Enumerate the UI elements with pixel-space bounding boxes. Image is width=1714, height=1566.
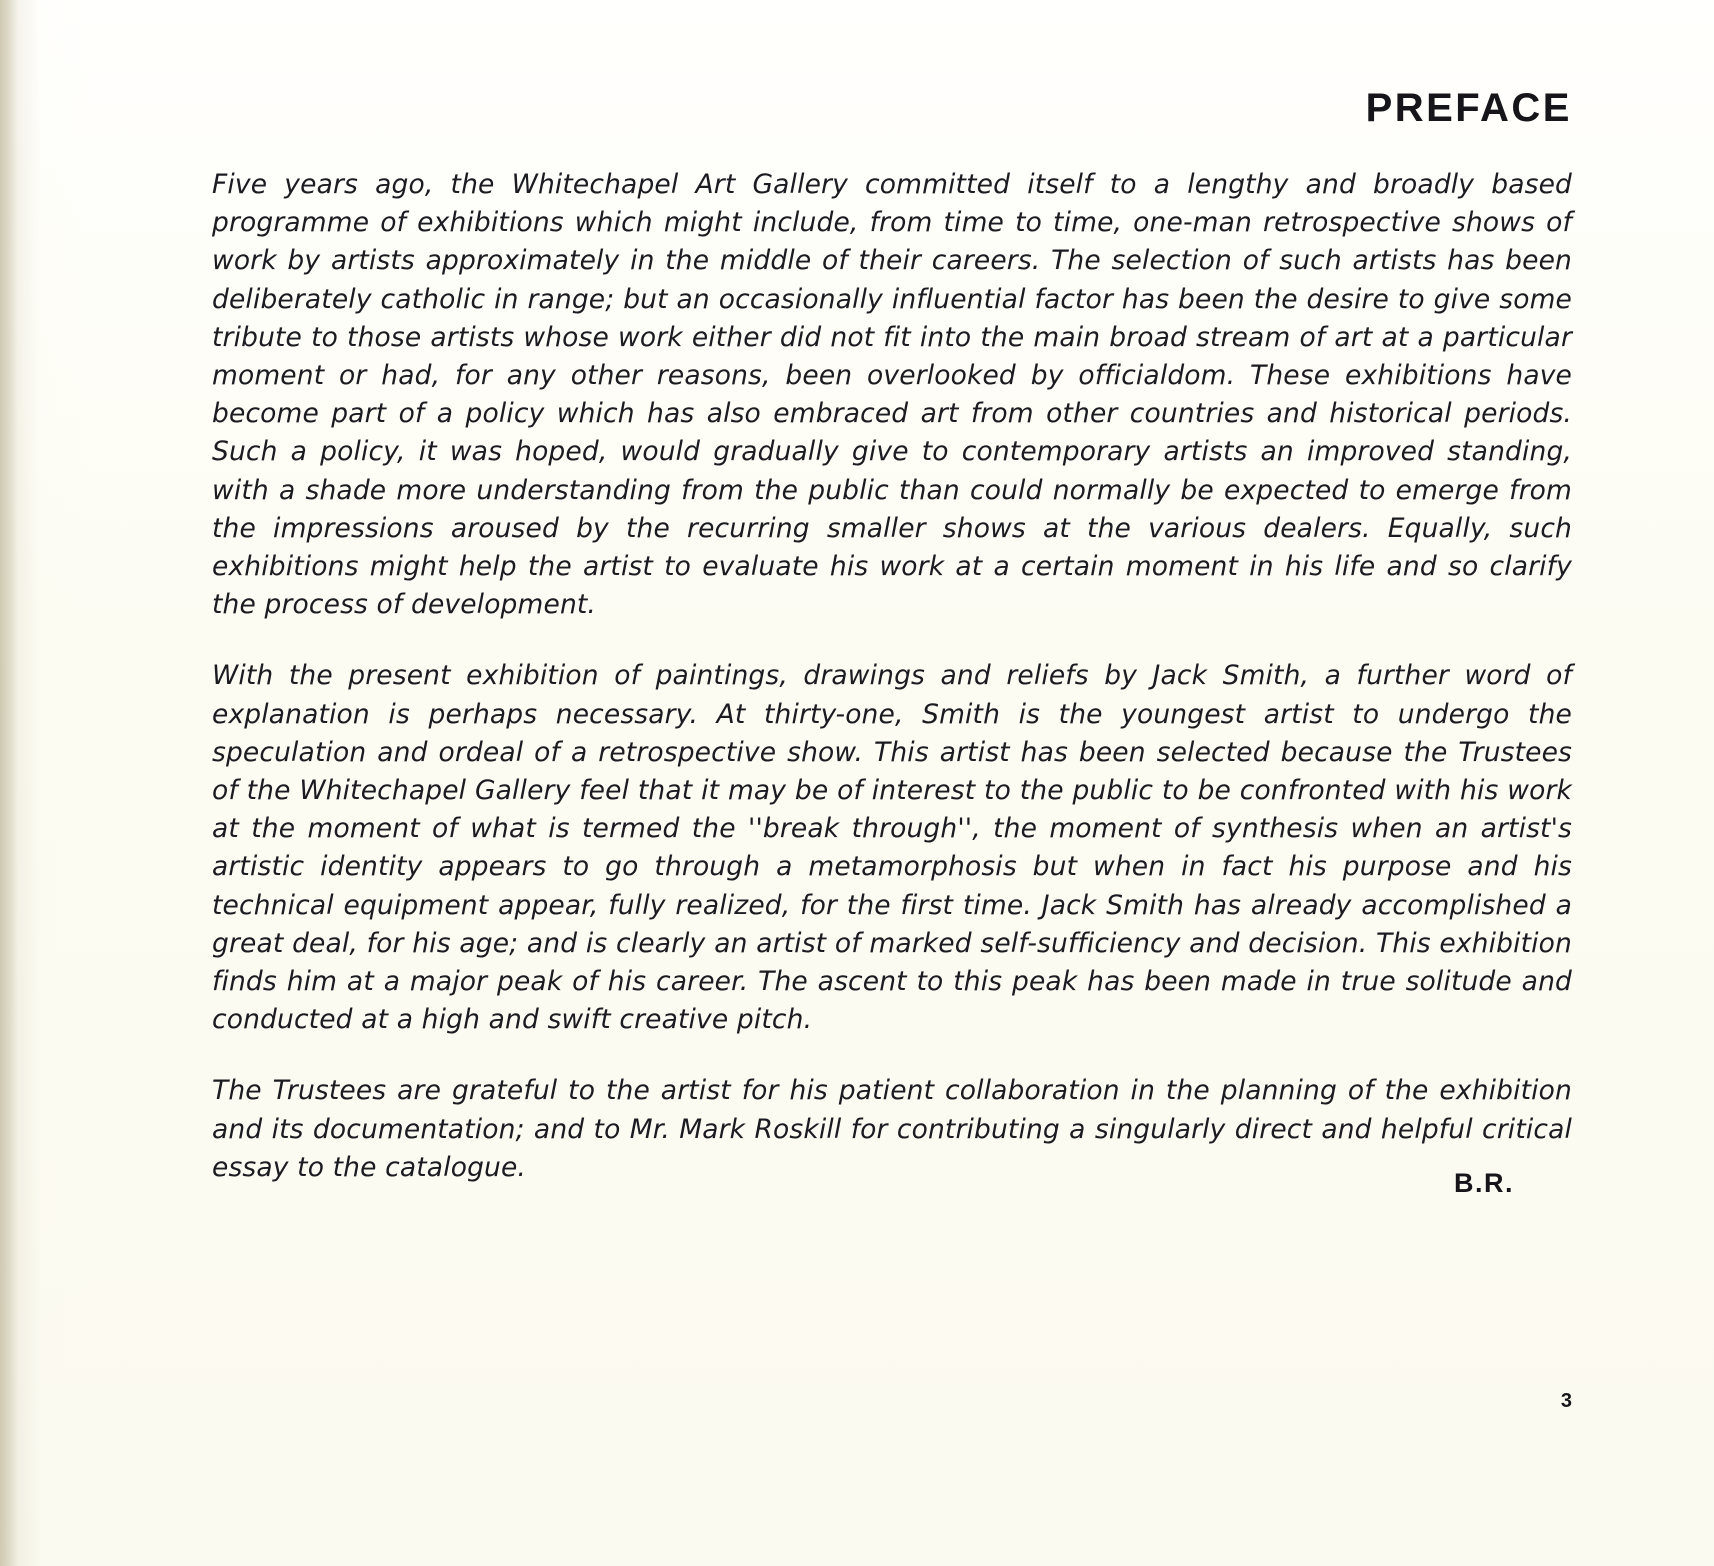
page-title: PREFACE: [1365, 86, 1572, 130]
author-initials: B.R.: [1454, 1168, 1514, 1198]
paragraph-3: The Trustees are grateful to the artist for his patient collaboration in the planning of the exhibition and its documentation; and to Mr. Mark Roskill for contributing a singularly direct and helpful critical essay to the catalogue.: [212, 1075, 1572, 1183]
page-edge-shadow: [0, 0, 18, 1566]
preface-body: [212, 166, 1572, 1187]
page-content-area: [212, 0, 1572, 1566]
paragraph-2: With the present exhibition of paintings, drawings and reliefs by Jack Smith, a further word of explanation is perhaps necessary. At thirty-one, Smith is the youngest artist to undergo the speculation and ordeal of a retrospective show. This artist has been selected because the Trustees of the Whitechapel Gallery feel that it may be of interest to the public to be confronted with his work at the moment of what is termed the ''break through'', the moment of synthesis when an artist's artistic identity appears to go through a metamorphosis but when in fact his purpose and his technical equipment appear, fully realized, for the first time. Jack Smith has already accomplished a great deal, for his age; and is clearly an artist of marked self-sufficiency and decision. This exhibition finds him at a major peak of his career. The ascent to this peak has been made in true solitude and conducted at a high and swift creative pitch.: [212, 660, 1572, 1036]
paragraph-1: Five years ago, the Whitechapel Art Gallery committed itself to a lengthy and broadly based programme of exhibitions which might include, from time to time, one-man retrospective shows of work by artists approximately in the middle of their careers. The selection of such artists has been deliberately catholic in range; but an occasionally influential factor has been the desire to give some tribute to those artists whose work either did not fit into the main broad stream of art at a particular moment or had, for any other reasons, been overlooked by officialdom. These exhibitions have become part of a policy which has also embraced art from other countries and historical periods. Such a policy, it was hoped, would gradually give to contemporary artists an improved standing, with a shade more understanding from the public than could normally be expected to emerge from the impressions aroused by the recurring smaller shows at the various dealers. Equally, such exhibitions might help the artist to evaluate his work at a certain moment in his life and so clarify the process of development.: [212, 169, 1572, 621]
page-number: 3: [1560, 1390, 1572, 1412]
